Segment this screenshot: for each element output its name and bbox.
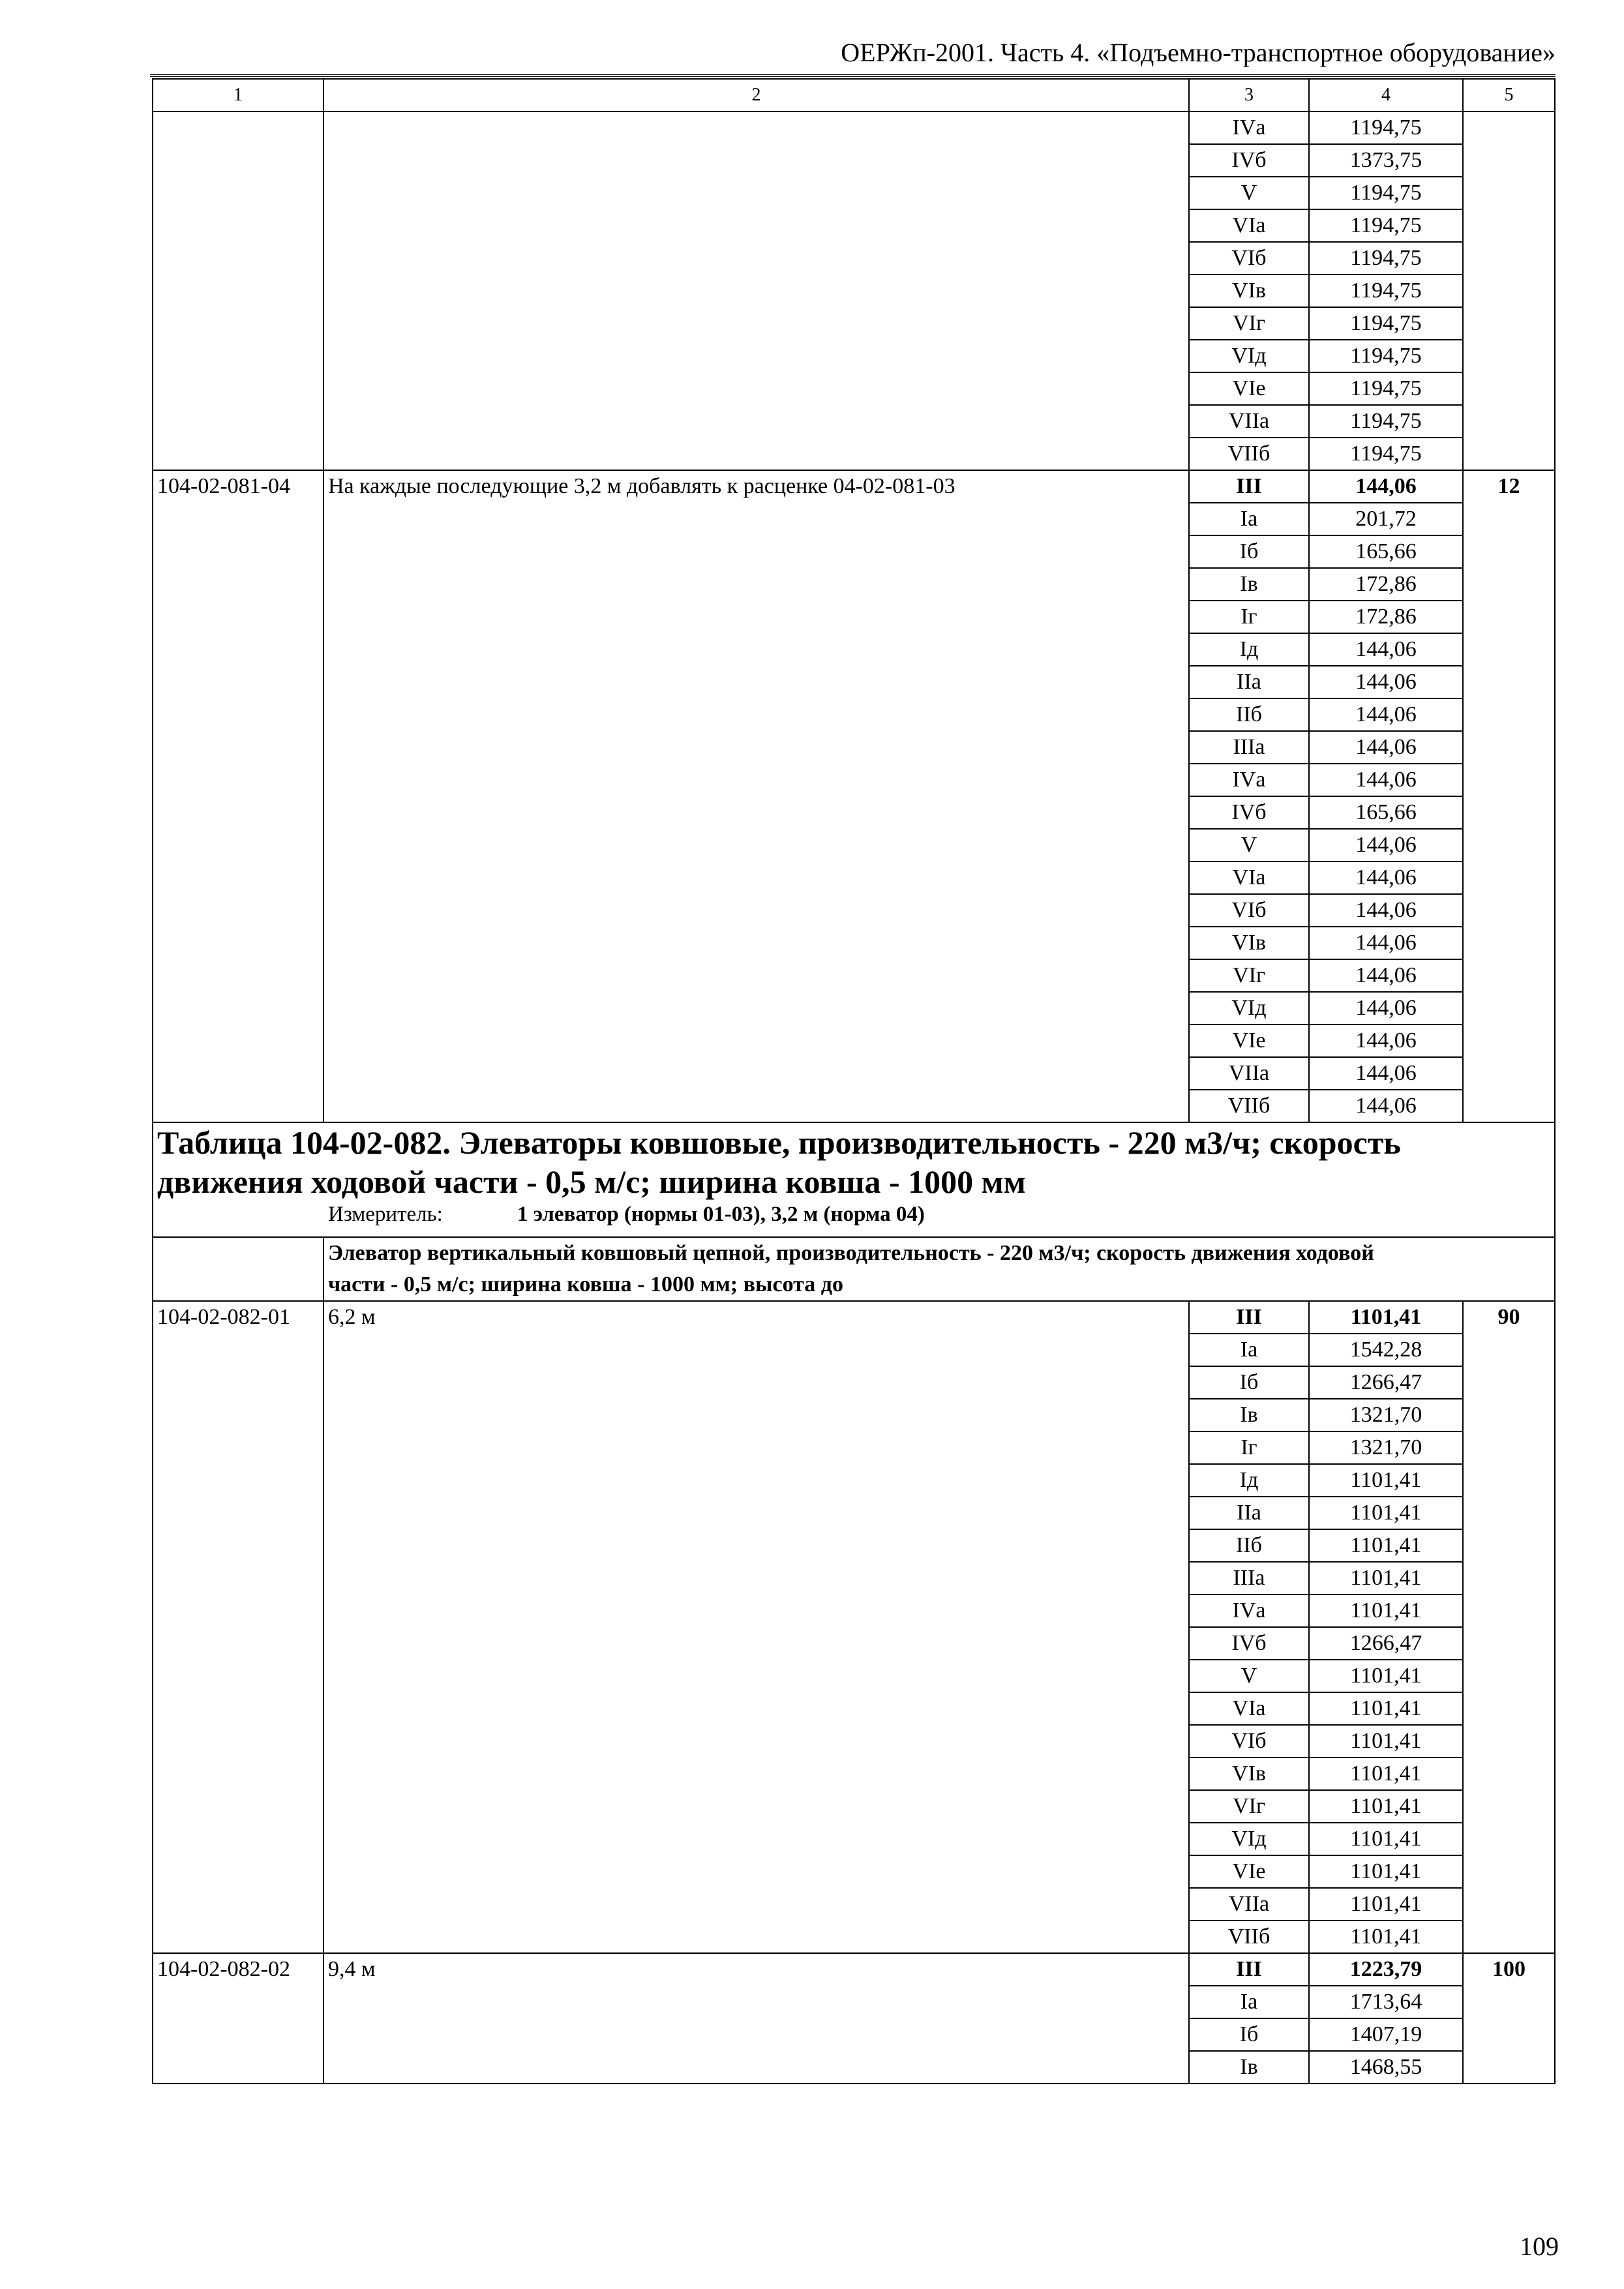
region-zone: IVб — [1189, 1627, 1309, 1660]
region-zone: Iб — [1189, 535, 1309, 568]
rate-value: 1101,41 — [1309, 1301, 1463, 1334]
region-zone: IIIа — [1189, 731, 1309, 764]
region-zone: VIб — [1189, 894, 1309, 927]
region-zone: IIа — [1189, 666, 1309, 698]
rate-value: 1194,75 — [1309, 242, 1463, 275]
rate-value: 165,66 — [1309, 796, 1463, 829]
region-zone: Iб — [1189, 2018, 1309, 2051]
rate-value: 172,86 — [1309, 568, 1463, 601]
rate-value: 1101,41 — [1309, 1660, 1463, 1692]
labor-value: 90 — [1463, 1301, 1555, 1953]
measure-value: 1 элеватор (нормы 01-03), 3,2 м (норма 04) — [517, 1203, 925, 1226]
table-row — [153, 112, 1555, 144]
description-row — [153, 1237, 1555, 1301]
region-zone: Iб — [1189, 1366, 1309, 1399]
rate-code: 104-02-082-01 — [153, 1301, 323, 1953]
region-zone: VIд — [1189, 1823, 1309, 1855]
rate-value: 1101,41 — [1309, 1529, 1463, 1562]
rate-value: 1101,41 — [1309, 1823, 1463, 1855]
region-zone: VIа — [1189, 861, 1309, 894]
region-zone: IVа — [1189, 1594, 1309, 1627]
running-header: ОЕРЖп-2001. Часть 4. «Подъемно-транспортное оборудование» — [841, 38, 1556, 67]
description-blank — [153, 1237, 323, 1301]
region-zone: Iд — [1189, 1464, 1309, 1497]
region-zone: VIе — [1189, 1025, 1309, 1057]
rate-value: 172,86 — [1309, 601, 1463, 633]
rate-value: 144,06 — [1309, 470, 1463, 503]
region-zone: VIIа — [1189, 1888, 1309, 1921]
rate-value: 1194,75 — [1309, 209, 1463, 242]
region-zone: VIг — [1189, 959, 1309, 992]
table-title — [157, 1123, 1550, 1201]
rate-value: 144,06 — [1309, 764, 1463, 796]
rate-value: 1101,41 — [1309, 1464, 1463, 1497]
rate-value: 1373,75 — [1309, 144, 1463, 177]
rate-value: 144,06 — [1309, 633, 1463, 666]
labor-value — [1463, 112, 1555, 470]
region-zone: IIIа — [1189, 1562, 1309, 1594]
region-zone: VIе — [1189, 372, 1309, 405]
region-zone: VIа — [1189, 1692, 1309, 1725]
rate-value: 144,06 — [1309, 894, 1463, 927]
rate-description: 6,2 м — [323, 1301, 1189, 1953]
rate-description: На каждые последующие 3,2 м добавлять к расценке 04-02-081-03 — [323, 470, 1189, 1122]
region-zone: V — [1189, 829, 1309, 861]
rates-table — [152, 78, 1556, 2084]
page-number: 109 — [1520, 2232, 1559, 2261]
region-zone: VIIб — [1189, 1090, 1309, 1122]
rate-code: 104-02-081-04 — [153, 470, 323, 1122]
table-row — [153, 1953, 1555, 1986]
table-title-line: Таблица 104-02-082. Элеваторы ковшовые, производительность - 220 м3/ч; скорость — [157, 1124, 1401, 1161]
table-row — [153, 470, 1555, 503]
rate-value: 1194,75 — [1309, 438, 1463, 470]
column-number: 1 — [153, 79, 323, 112]
table-title-cell — [153, 1122, 1555, 1237]
region-zone: V — [1189, 177, 1309, 209]
labor-value: 12 — [1463, 470, 1555, 1122]
region-zone: Iв — [1189, 1399, 1309, 1431]
group-description — [323, 1237, 1555, 1301]
region-zone: VIг — [1189, 307, 1309, 340]
rate-value: 1101,41 — [1309, 1725, 1463, 1758]
column-number: 4 — [1309, 79, 1463, 112]
region-zone: VIд — [1189, 340, 1309, 372]
rate-value: 1101,41 — [1309, 1562, 1463, 1594]
rate-value: 165,66 — [1309, 535, 1463, 568]
region-zone: IVб — [1189, 144, 1309, 177]
table-title-line: движения ходовой части - 0,5 м/с; ширина ковша - 1000 мм — [157, 1163, 1026, 1200]
region-zone: IVа — [1189, 764, 1309, 796]
rate-code — [153, 112, 323, 470]
table-title-row — [153, 1122, 1555, 1237]
rate-value: 1194,75 — [1309, 372, 1463, 405]
region-zone: III — [1189, 1953, 1309, 1986]
rate-value: 1266,47 — [1309, 1627, 1463, 1660]
description-line: части - 0,5 м/с; ширина ковша - 1000 мм; высота до — [328, 1272, 843, 1296]
measure-label: Измеритель: — [328, 1203, 443, 1226]
region-zone: IVа — [1189, 112, 1309, 144]
rate-value: 1101,41 — [1309, 1888, 1463, 1921]
region-zone: VIIб — [1189, 438, 1309, 470]
region-zone: IIб — [1189, 698, 1309, 731]
region-zone: III — [1189, 1301, 1309, 1334]
region-zone: VIб — [1189, 1725, 1309, 1758]
region-zone: III — [1189, 470, 1309, 503]
rate-value: 1194,75 — [1309, 177, 1463, 209]
rate-value: 1101,41 — [1309, 1692, 1463, 1725]
rate-value: 1468,55 — [1309, 2051, 1463, 2084]
rate-value: 1407,19 — [1309, 2018, 1463, 2051]
region-zone: VIIа — [1189, 1057, 1309, 1090]
rate-value: 144,06 — [1309, 927, 1463, 959]
rate-value: 1194,75 — [1309, 340, 1463, 372]
column-number-row — [153, 79, 1555, 112]
table-row — [153, 1301, 1555, 1334]
rate-value: 144,06 — [1309, 1090, 1463, 1122]
rate-value: 1321,70 — [1309, 1399, 1463, 1431]
rate-description — [323, 112, 1189, 470]
rate-value: 1101,41 — [1309, 1497, 1463, 1529]
region-zone: VIг — [1189, 1790, 1309, 1823]
region-zone: VIв — [1189, 275, 1309, 307]
rate-value: 144,06 — [1309, 731, 1463, 764]
rate-value: 1101,41 — [1309, 1855, 1463, 1888]
region-zone: Iв — [1189, 568, 1309, 601]
rate-value: 144,06 — [1309, 666, 1463, 698]
rate-value: 1101,41 — [1309, 1921, 1463, 1953]
column-number: 5 — [1463, 79, 1555, 112]
header-rule — [150, 74, 1556, 77]
region-zone: VIв — [1189, 927, 1309, 959]
labor-value: 100 — [1463, 1953, 1555, 2084]
region-zone: VIд — [1189, 992, 1309, 1025]
rate-value: 144,06 — [1309, 992, 1463, 1025]
rate-value: 144,06 — [1309, 1057, 1463, 1090]
region-zone: V — [1189, 1660, 1309, 1692]
rate-value: 1194,75 — [1309, 112, 1463, 144]
column-number: 2 — [323, 79, 1189, 112]
region-zone: IVб — [1189, 796, 1309, 829]
rate-value: 1266,47 — [1309, 1366, 1463, 1399]
rate-value: 144,06 — [1309, 1025, 1463, 1057]
rate-value: 1321,70 — [1309, 1431, 1463, 1464]
region-zone: VIб — [1189, 242, 1309, 275]
rate-value: 1713,64 — [1309, 1986, 1463, 2018]
rate-value: 201,72 — [1309, 503, 1463, 535]
region-zone: Iа — [1189, 1334, 1309, 1366]
rate-value: 1101,41 — [1309, 1594, 1463, 1627]
region-zone: Iд — [1189, 633, 1309, 666]
region-zone: VIв — [1189, 1758, 1309, 1790]
rate-value: 1194,75 — [1309, 405, 1463, 438]
rate-value: 1194,75 — [1309, 275, 1463, 307]
region-zone: VIIб — [1189, 1921, 1309, 1953]
region-zone: VIIа — [1189, 405, 1309, 438]
rate-value: 144,06 — [1309, 698, 1463, 731]
rate-value: 144,06 — [1309, 829, 1463, 861]
region-zone: Iг — [1189, 601, 1309, 633]
rate-value: 1194,75 — [1309, 307, 1463, 340]
rate-value: 144,06 — [1309, 959, 1463, 992]
region-zone: IIб — [1189, 1529, 1309, 1562]
region-zone: Iв — [1189, 2051, 1309, 2084]
description-line: Элеватор вертикальный ковшовый цепной, производительность - 220 м3/ч; скорость движения ходовой — [328, 1241, 1374, 1265]
rate-description: 9,4 м — [323, 1953, 1189, 2084]
rate-value: 1101,41 — [1309, 1758, 1463, 1790]
region-zone: Iа — [1189, 1986, 1309, 2018]
rate-value: 1542,28 — [1309, 1334, 1463, 1366]
region-zone: Iа — [1189, 503, 1309, 535]
column-number: 3 — [1189, 79, 1309, 112]
region-zone: VIе — [1189, 1855, 1309, 1888]
rate-value: 1223,79 — [1309, 1953, 1463, 1986]
measure-line — [157, 1201, 1550, 1227]
rate-value: 1101,41 — [1309, 1790, 1463, 1823]
region-zone: VIа — [1189, 209, 1309, 242]
region-zone: IIа — [1189, 1497, 1309, 1529]
region-zone: Iг — [1189, 1431, 1309, 1464]
rate-code: 104-02-082-02 — [153, 1953, 323, 2084]
rate-value: 144,06 — [1309, 861, 1463, 894]
